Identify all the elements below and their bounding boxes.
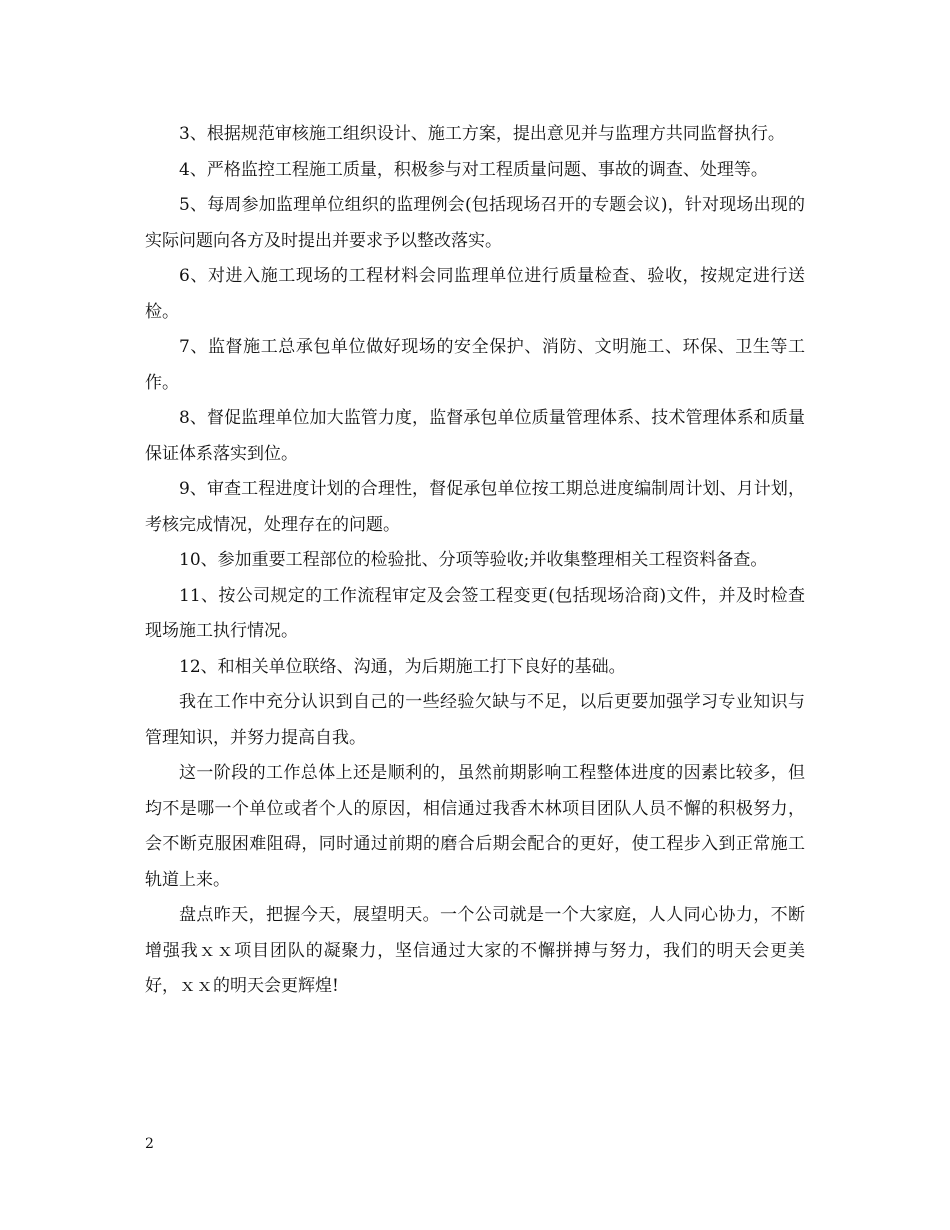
paragraph-item-8: 8、督促监理单位加大监管力度，监督承包单位质量管理体系、技术管理体系和质量保证体系落实到位。 <box>145 408 805 464</box>
paragraph-item-6: 6、对进入施工现场的工程材料会同监理单位进行质量检查、验收，按规定进行送检。 <box>145 266 805 322</box>
paragraph-item-4: 4、严格监控工程施工质量，积极参与对工程质量问题、事故的调查、处理等。 <box>179 159 768 180</box>
paragraph-item-12: 12、和相关单位联络、沟通，为后期施工打下良好的基础。 <box>179 656 626 677</box>
paragraph-item-5: 5、每周参加监理单位组织的监理例会(包括现场召开的专题会议)，针对现场出现的实际问题向各方及时提出并要求予以整改落实。 <box>145 195 805 251</box>
paragraph-reflection: 我在工作中充分认识到自己的一些经验欠缺与不足，以后更要加强学习专业知识与管理知识，并努力提高自我。 <box>145 692 805 748</box>
document-body <box>145 117 805 1005</box>
paragraph-closing: 盘点昨天，把握今天，展望明天。一个公司就是一个大家庭，人人同心协力，不断增强我ｘｘ项目团队的凝聚力，坚信通过大家的不懈拼搏与努力，我们的明天会更美好，ｘｘ的明天会更辉煌! <box>145 905 805 996</box>
paragraph-item-7: 7、监督施工总承包单位做好现场的安全保护、消防、文明施工、环保、卫生等工作。 <box>145 337 805 393</box>
paragraph-item-3: 3、根据规范审核施工组织设计、施工方案，提出意见并与监理方共同监督执行。 <box>179 124 785 144</box>
paragraph-item-11: 11、按公司规定的工作流程审定及会签工程变更(包括现场洽商)文件，并及时检查现场施工执行情况。 <box>145 585 805 641</box>
paragraph-summary: 这一阶段的工作总体上还是顺利的，虽然前期影响工程整体进度的因素比较多，但均不是哪一个单位或者个人的原因，相信通过我香木林项目团队人员不懈的积极努力，会不断克服困难阻碍，同时通过前期的磨合后期会配合的更好，使工程步入到正常施工轨道上来。 <box>145 763 805 890</box>
paragraph-item-10: 10、参加重要工程部位的检验批、分项等验收;并收集整理相关工程资料备查。 <box>179 550 768 570</box>
page-number: 2 <box>145 1136 154 1152</box>
paragraph-item-9: 9、审查工程进度计划的合理性，督促承包单位按工期总进度编制周计划、月计划，考核完成情况，处理存在的问题。 <box>145 479 805 535</box>
